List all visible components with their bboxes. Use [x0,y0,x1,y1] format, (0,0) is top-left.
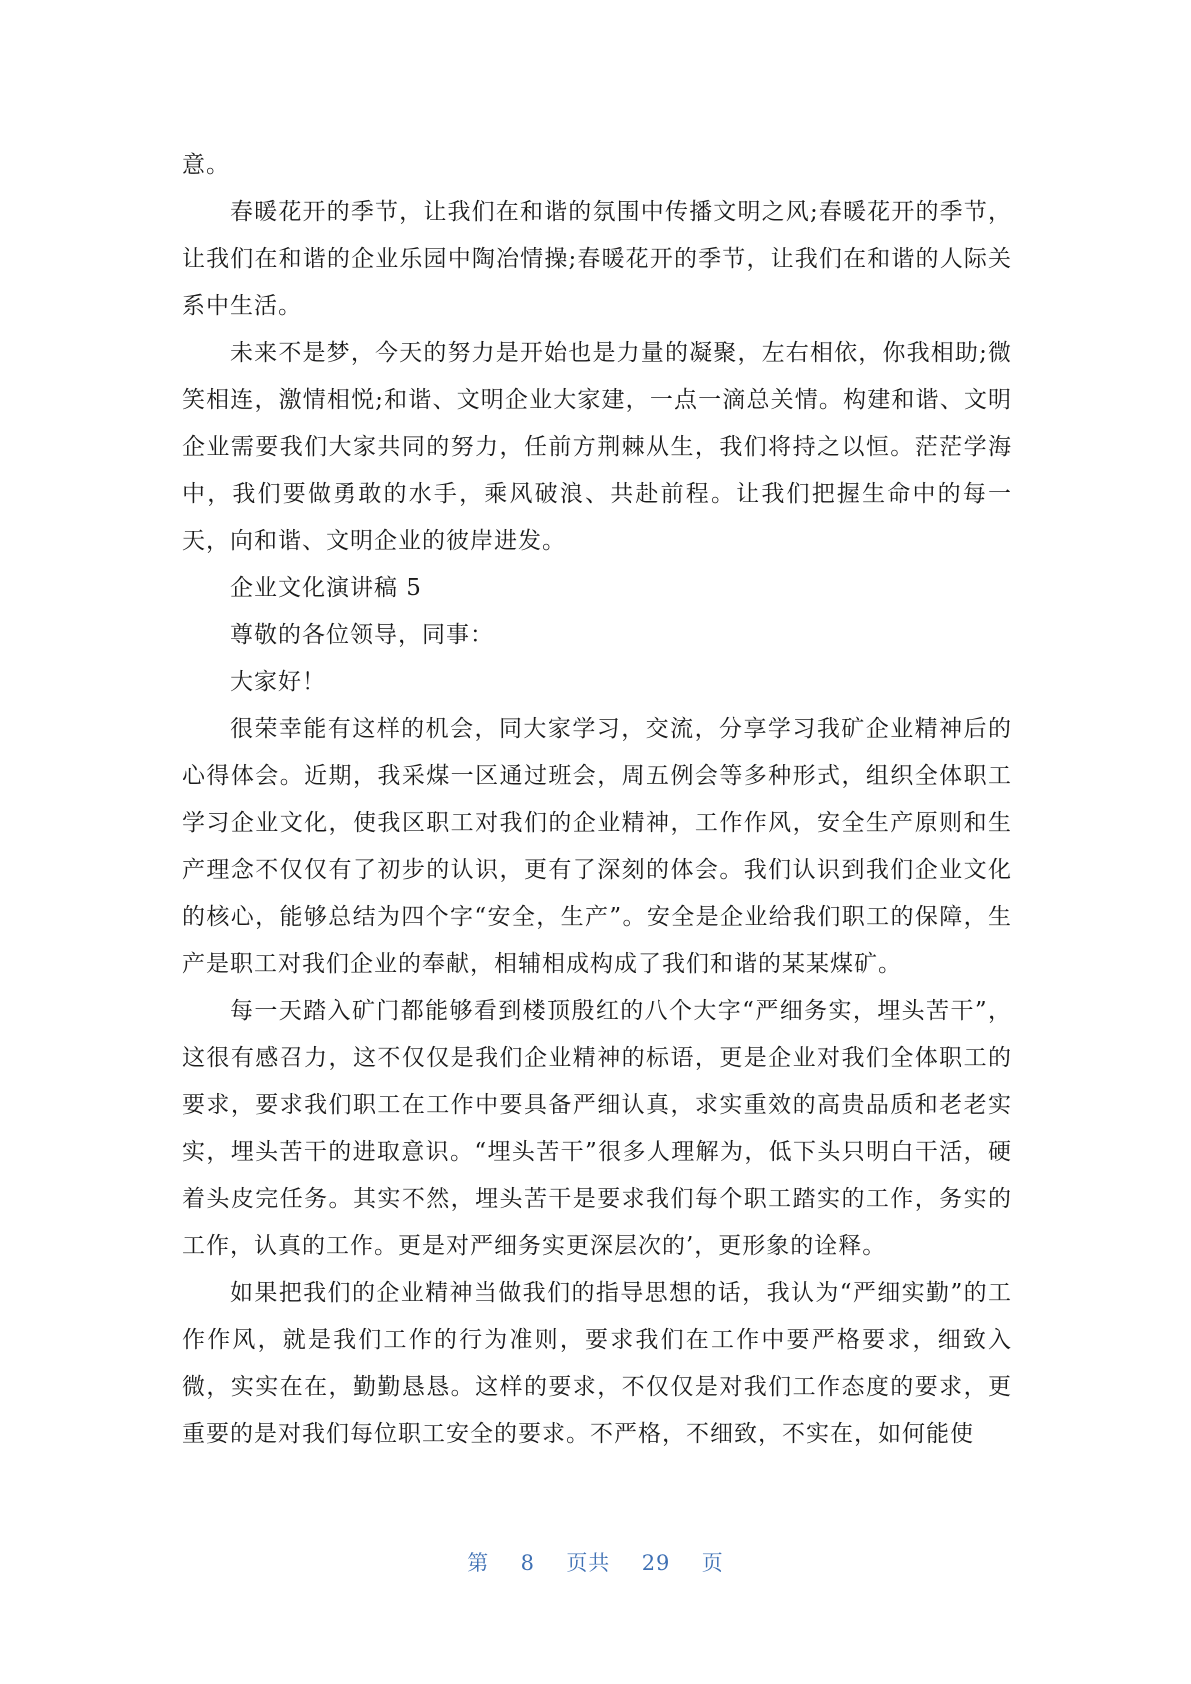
paragraph: 如果把我们的企业精神当做我们的指导思想的话，我认为“严细实勤”的工作作风，就是我们工作的行为准则，要求我们在工作中要严格要求，细致入微，实实在在，勤勤恳恳。这样的要求，不仅仅是对我们工作态度的要求，更重要的是对我们每位职工安全的要求。不严格，不细致，不实在，如何能使 [182,1280,1012,1447]
document-body [182,142,1012,1458]
paragraph: 春暖花开的季节，让我们在和谐的氛围中传播文明之风;春暖花开的季节，让我们在和谐的企业乐园中陶冶情操;春暖花开的季节，让我们在和谐的人际关系中生活。 [182,199,1012,319]
paragraph: 每一天踏入矿门都能够看到楼顶殷红的八个大字“严细务实，埋头苦干”，这很有感召力，这不仅仅是我们企业精神的标语，更是企业对我们全体职工的要求，要求我们职工在工作中要具备严细认真，求实重效的高贵品质和老老实实，埋头苦干的进取意识。“埋头苦干”很多人理解为，低下头只明白干活，硬着头皮完任务。其实不然，埋头苦干是要求我们每个职工踏实的工作，务实的工作，认真的工作。更是对严细务实更深层次的’，更形象的诠释。 [182,998,1012,1259]
footer-middle: 页共 [566,1551,611,1575]
footer-suffix: 页 [701,1551,724,1575]
page-number-footer [0,1547,1191,1577]
salutation: 尊敬的各位领导，同事： [230,622,494,648]
current-page-number: 8 [520,1551,535,1575]
footer-prefix: 第 [467,1551,490,1575]
paragraph: 很荣幸能有这样的机会，同大家学习，交流，分享学习我矿企业精神后的心得体会。近期，我采煤一区通过班会，周五例会等多种形式，组织全体职工学习企业文化，使我区职工对我们的企业精神，工作作风，安全生产原则和生产理念不仅仅有了初步的认识，更有了深刻的体会。我们认识到我们企业文化的核心，能够总结为四个字“安全，生产”。安全是企业给我们职工的保障，生产是职工对我们企业的奉献，相辅相成构成了我们和谐的某某煤矿。 [182,716,1012,977]
paragraph: 意。 [182,152,230,178]
section-heading: 企业文化演讲稿 5 [230,575,422,601]
total-pages-number: 29 [641,1551,671,1575]
paragraph: 未来不是梦，今天的努力是开始也是力量的凝聚，左右相依，你我相助;微笑相连，激情相悦;和谐、文明企业大家建，一点一滴总关情。构建和谐、文明企业需要我们大家共同的努力，任前方荆棘从生，我们将持之以恒。茫茫学海中，我们要做勇敢的水手，乘风破浪、共赴前程。让我们把握生命中的每一天，向和谐、文明企业的彼岸进发。 [182,340,1012,554]
greeting: 大家好！ [230,669,326,695]
